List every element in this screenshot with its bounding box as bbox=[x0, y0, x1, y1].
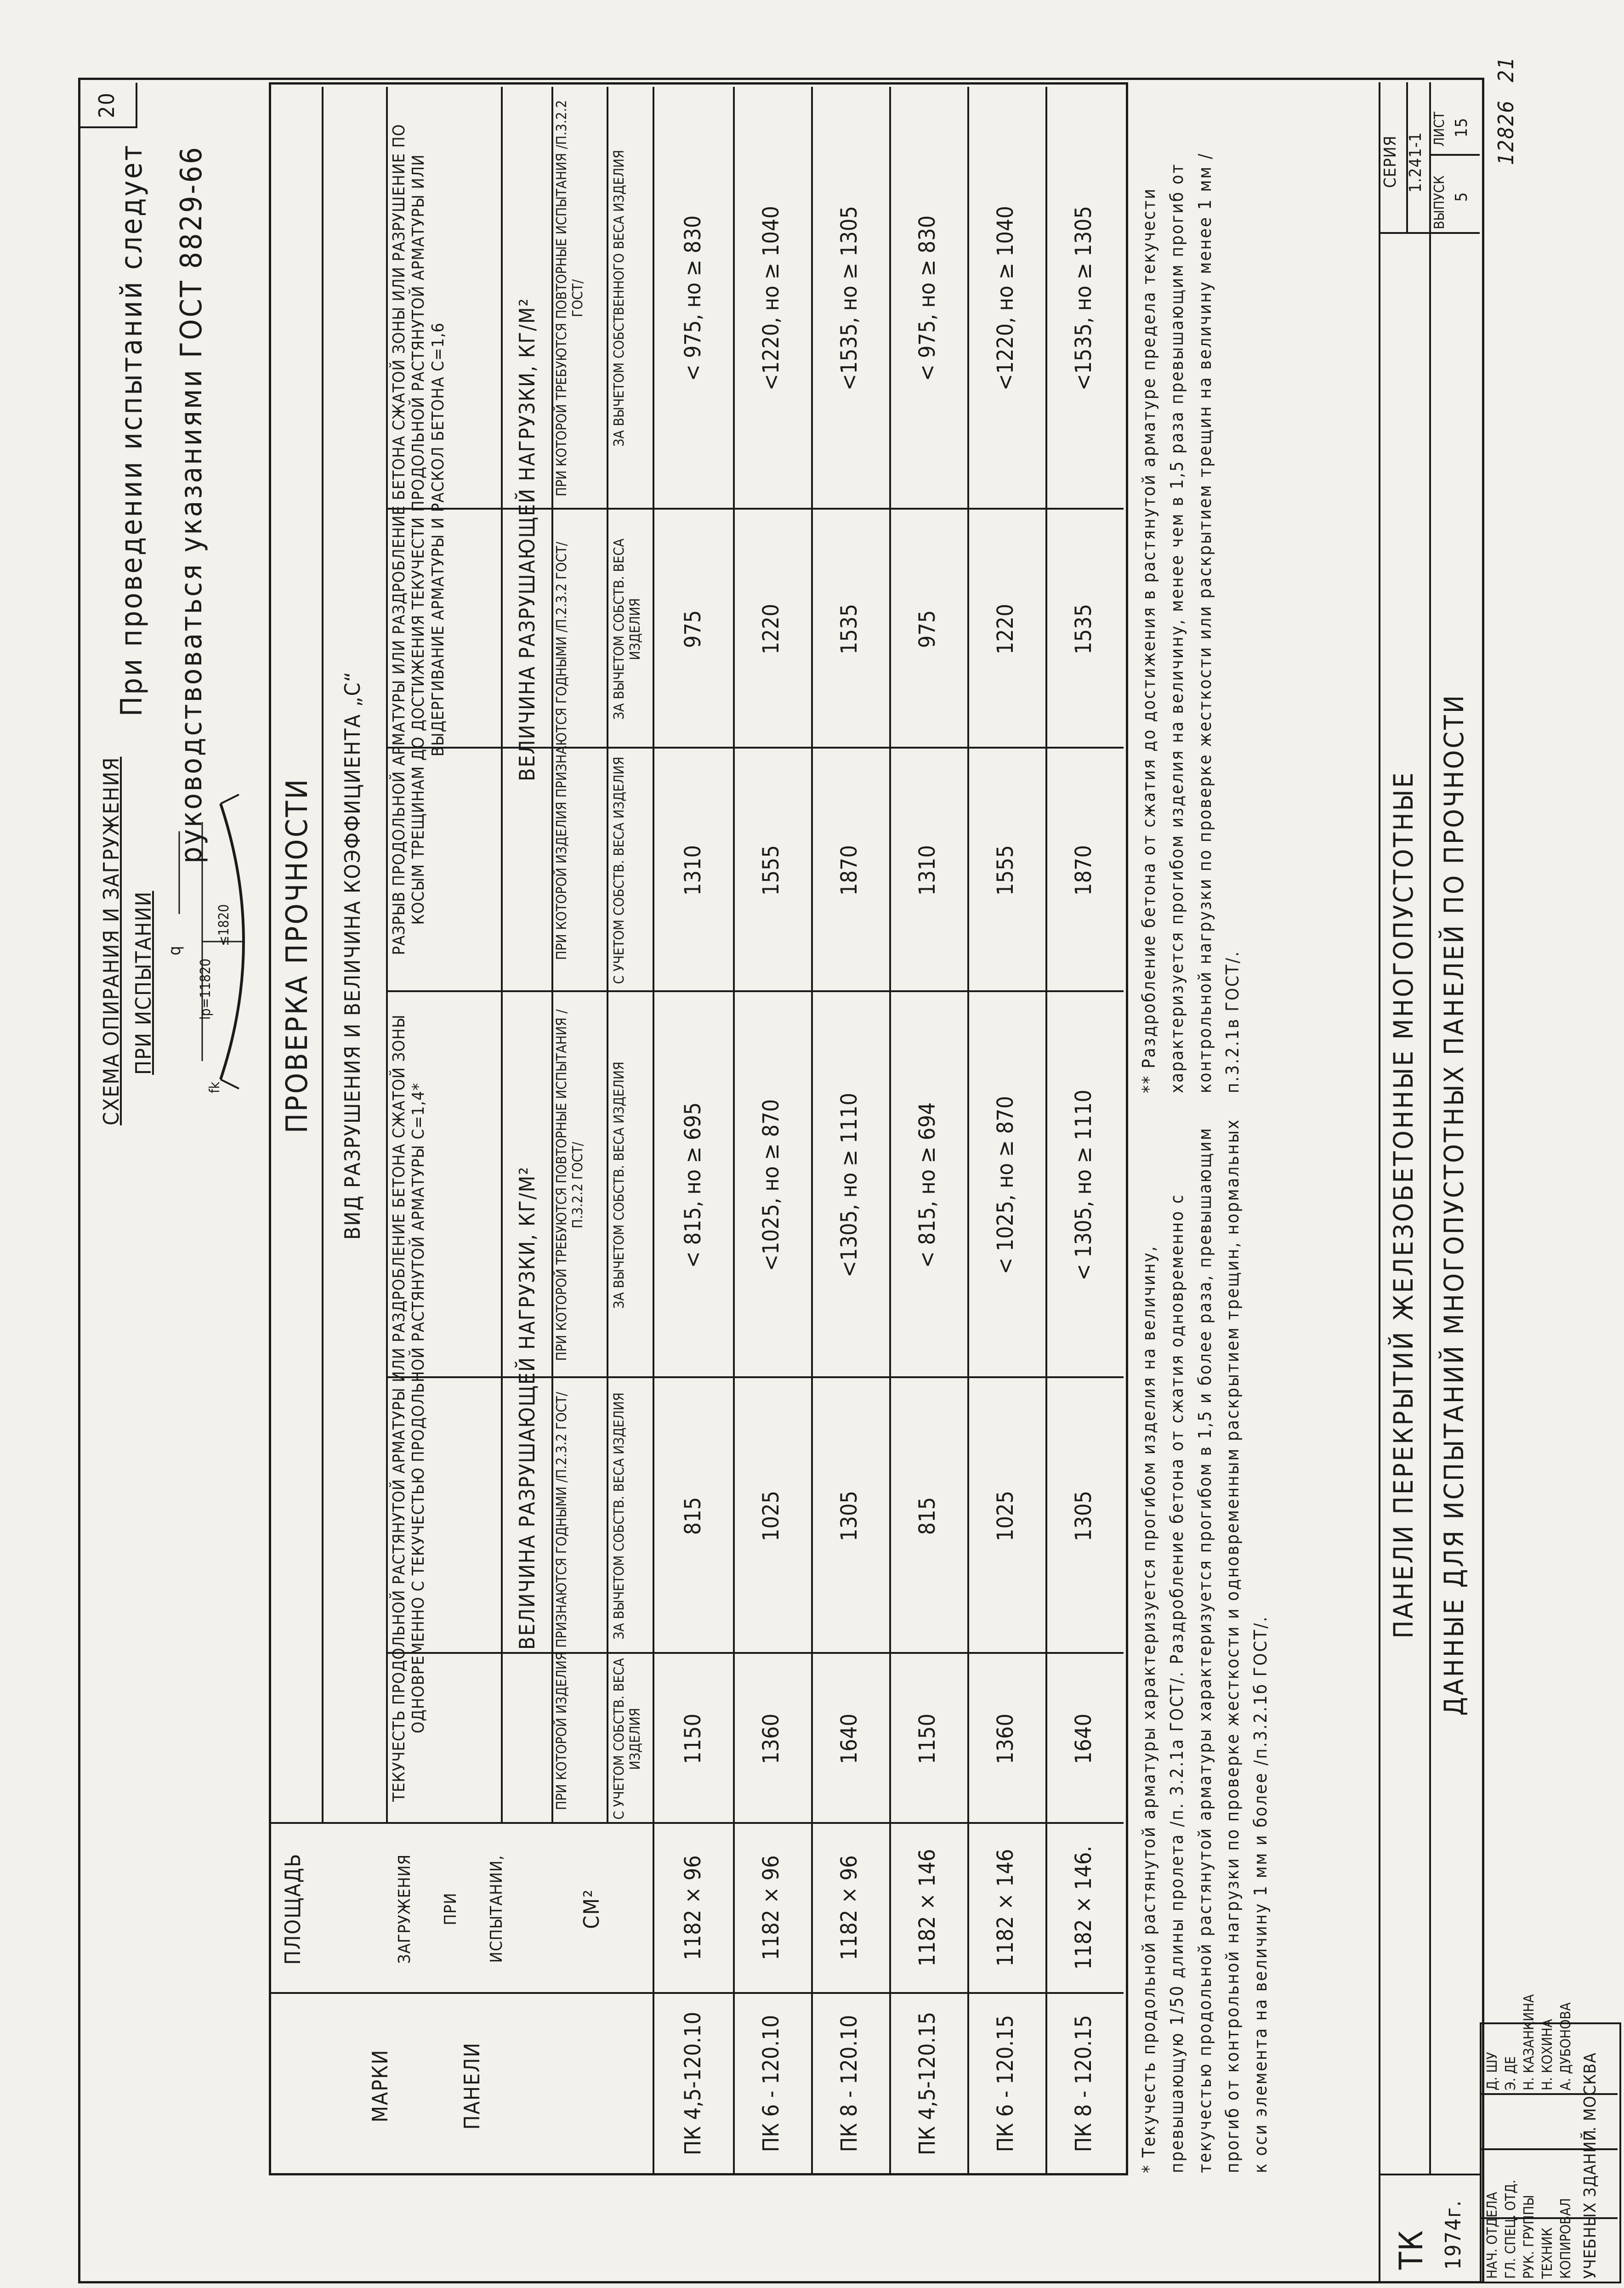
load-symbol: q bbox=[165, 945, 184, 955]
loading-scheme-diagram bbox=[152, 776, 267, 1107]
row-g2-repeat: <1220, но ≥ 1040 bbox=[993, 206, 1018, 391]
row-mark: ПК 8 - 120.10 bbox=[836, 2015, 862, 2152]
row-g1-with: 1360 bbox=[993, 1714, 1018, 1764]
row-g2-with: 1555 bbox=[758, 845, 784, 896]
row-g1-with: 1150 bbox=[680, 1714, 706, 1764]
stamp-city: Г. МОСКВА bbox=[1581, 2052, 1600, 2141]
title-line-2: ДАННЫЕ ДЛЯ ИСПЫТАНИЙ МНОГОПУСТОТНЫХ ПАНЕЛЕЙ ПО ПРОЧНОСТИ bbox=[1438, 693, 1470, 1716]
group2-load-label: ВЕЛИЧИНА РАЗРУШАЮЩЕЙ НАГРУЗКИ, КГ/М² bbox=[515, 297, 539, 782]
g1-repeat-label: ПРИ КОТОРОЙ ТРЕБУЮТСЯ ПОВТОРНЫЕ ИСПЫТАНИЯ /П.3.2.2 ГОСТ/ bbox=[554, 1009, 586, 1361]
inventory-number: 12826 bbox=[1493, 100, 1518, 165]
span-label: lp=11820 bbox=[198, 958, 214, 1020]
row-g2-without: 1535 bbox=[1071, 604, 1096, 654]
row-g1-without: 815 bbox=[680, 1497, 706, 1535]
footnote-1: * Текучесть продольной растянутой арматуры характеризуется прогибом изделия на величину, превышающую 1/50 длины пролета /п. 3.2.1а ГОСТ/. Раздробление бетона от сжатия одновременно с текучестью продольной растянутой арматуры характеризуется прогибом в 1,5 и более раза, превышающим прогиб от контрольной нагрузки по проверке жесткости и одновременным раскрытием трещин, нормальных к оси элемента на величину 1 мм и более /п.3.2.1б ГОСТ/. bbox=[1139, 1118, 1271, 2173]
row-g2-without: 975 bbox=[680, 610, 706, 648]
row-g1-without: 1025 bbox=[758, 1491, 784, 1541]
stamp-name-5: А. ДУБОНОВА bbox=[1558, 2002, 1574, 2090]
g2-accepted-label: ПРИ КОТОРОЙ ИЗДЕЛИЯ ПРИЗНАЮТСЯ ГОДНЫМИ /П.2.3.2 ГОСТ/ bbox=[554, 541, 570, 960]
row-area: 1182 × 146 bbox=[993, 1849, 1018, 1967]
title-block-year: 1974г. bbox=[1441, 2199, 1465, 2270]
row-g1-with: 1640 bbox=[1071, 1714, 1096, 1764]
row-mark: ПК 6 - 120.10 bbox=[758, 2015, 784, 2152]
stamp-name-4: Н. КОХИНА bbox=[1539, 2019, 1556, 2090]
row-mark: ПК 6 - 120.15 bbox=[993, 2015, 1018, 2152]
row-g2-with: 1870 bbox=[1071, 845, 1096, 896]
row-g1-without: 1305 bbox=[836, 1491, 862, 1541]
issue-label: ВЫПУСК bbox=[1431, 175, 1448, 229]
row-g2-with: 1870 bbox=[836, 845, 862, 896]
row-mark: ПК 4,5-120.10 bbox=[680, 2011, 706, 2156]
row-g2-repeat: <1220, но ≥ 1040 bbox=[758, 206, 784, 391]
col-panel-label: ПАНЕЛИ bbox=[460, 2042, 484, 2130]
instruction-line1: При проведении испытаний следует bbox=[115, 143, 149, 716]
title-line-1: ПАНЕЛИ ПЕРЕКРЫТИЙ ЖЕЛЕЗОБЕТОННЫЕ МНОГОПУСТОТНЫЕ bbox=[1388, 771, 1419, 1639]
row-mark: ПК 8 - 120.15 bbox=[1071, 2015, 1096, 2152]
failure-header: ВИД РАЗРУШЕНИЯ И ВЕЛИЧИНА КОЭФФИЦИЕНТА „С“ bbox=[340, 671, 365, 1240]
stamp-role-2: ГЛ. СПЕЦ. ОТД. bbox=[1503, 2180, 1519, 2279]
g1-without-weight: ЗА ВЫЧЕТОМ СОБСТВ. ВЕСА ИЗДЕЛИЯ bbox=[611, 1392, 627, 1640]
corner-note: 21 bbox=[1493, 56, 1518, 82]
g1-with-weight: С УЧЕТОМ СОБСТВ. ВЕСА ИЗДЕЛИЯ bbox=[611, 1658, 644, 1820]
issue-number: 5 bbox=[1452, 192, 1471, 202]
row-g2-with: 1310 bbox=[914, 845, 940, 896]
col-marks-label: МАРКИ bbox=[368, 2049, 392, 2123]
row-g1-with: 1360 bbox=[758, 1714, 784, 1764]
sheet-label: ЛИСТ bbox=[1431, 112, 1448, 147]
row-g1-with: 1150 bbox=[914, 1714, 940, 1764]
col-area-line2: ЗАГРУЖЕНИЯ bbox=[395, 1854, 414, 1964]
g1-accepted-label: ПРИ КОТОРОЙ ИЗДЕЛИЯ ПРИЗНАЮТСЯ ГОДНЫМИ /П.2.3.2 ГОСТ/ bbox=[554, 1391, 570, 1811]
group1-load-label: ВЕЛИЧИНА РАЗРУШАЮЩЕЙ НАГРУЗКИ, КГ/М² bbox=[515, 1166, 539, 1650]
row-g1-repeat: < 815, но ≥ 695 bbox=[680, 1102, 706, 1268]
series-label: СЕРИЯ bbox=[1381, 135, 1400, 188]
row-g1-without: 1305 bbox=[1071, 1491, 1096, 1541]
row-g1-repeat: < 815, но ≥ 694 bbox=[914, 1102, 940, 1268]
col-area-line4: ИСПЫТАНИИ, bbox=[487, 1855, 506, 1963]
scheme-subtitle: ПРИ ИСПЫТАНИИ bbox=[131, 891, 156, 1075]
g1-repeat-without-weight: ЗА ВЫЧЕТОМ СОБСТВ. ВЕСА ИЗДЕЛИЯ bbox=[611, 1062, 627, 1309]
page-number: 20 bbox=[94, 92, 119, 118]
row-g2-without: 975 bbox=[914, 610, 940, 648]
row-g2-repeat: <1535, но ≥ 1305 bbox=[836, 206, 862, 391]
row-area: 1182 × 146. bbox=[1071, 1845, 1096, 1970]
row-g2-with: 1310 bbox=[680, 845, 706, 896]
stamp-role-5: КОПИРОВАЛ bbox=[1558, 2198, 1574, 2279]
row-g1-repeat: <1305, но ≥ 1110 bbox=[836, 1093, 862, 1277]
row-g1-repeat: < 1305, но ≥ 1110 bbox=[1071, 1090, 1096, 1281]
stamp-role-4: ТЕХНИК bbox=[1539, 2227, 1556, 2279]
footnote-2: ** Раздробление бетона от сжатия до достижения в растянутой арматуре предела текучести характеризуется прогибом изделия на величину, менее чем в 1,5 раза превышающим прогиб от контрольной нагрузки по проверке жесткости или раскрытием трещин на величину менее 1 мм /п.3.2.1в ГОСТ/. bbox=[1139, 152, 1243, 1093]
row-mark: ПК 4,5-120.15 bbox=[914, 2011, 940, 2156]
col-area-unit: СМ² bbox=[579, 1889, 604, 1929]
row-g2-with: 1555 bbox=[993, 845, 1018, 896]
row-area: 1182 × 96 bbox=[758, 1855, 784, 1960]
row-g1-repeat: <1025, но ≥ 870 bbox=[758, 1099, 784, 1272]
col-area-line3: ПРИ bbox=[441, 1892, 460, 1925]
row-g2-repeat: < 975, но ≥ 830 bbox=[914, 215, 940, 381]
stamp-name-2: Э. ДЕ bbox=[1503, 2056, 1519, 2090]
stamp-role-1: НАЧ. ОТДЕЛА bbox=[1484, 2191, 1500, 2279]
row-g1-with: 1640 bbox=[836, 1714, 862, 1764]
group1-description: ТЕКУЧЕСТЬ ПРОДОЛЬНОЙ РАСТЯНУТОЙ АРМАТУРЫ ИЛИ РАЗДРОБЛЕНИЕ БЕТОНА СЖАТОЙ ЗОНЫ ОДНОВРЕМЕННО С ТЕКУЧЕСТЬЮ ПРОДОЛЬНОЙ РАСТЯНУТОЙ АРМАТУРЫ С=1,4* bbox=[390, 1014, 428, 1802]
g2-with-weight: С УЧЕТОМ СОБСТВ. ВЕСА ИЗДЕЛИЯ bbox=[611, 756, 627, 984]
row-area: 1182 × 146 bbox=[914, 1849, 940, 1967]
row-area: 1182 × 96 bbox=[836, 1855, 862, 1960]
col-area-label: ПЛОЩАДЬ bbox=[280, 1853, 305, 1965]
stamp-role-3: РУК. ГРУППЫ bbox=[1521, 2195, 1537, 2279]
group2-description: РАЗРЫВ ПРОДОЛЬНОЙ АРМАТУРЫ ИЛИ РАЗДРОБЛЕНИЕ БЕТОНА СЖАТОЙ ЗОНЫ ИЛИ РАЗРУШЕНИЕ ПО КОСЫМ ТРЕЩИНАМ ДО ДОСТИЖЕНИЯ ТЕКУЧЕСТИ ПРОДОЛЬНОЙ РАСТЯНУТОЙ АРМАТУРЫ ИЛИ ВЫДЕРГИВАНИЕ АРМАТУРЫ И РАСКОЛ БЕТОНА С=1,6 bbox=[390, 124, 448, 955]
title-block-org: ТК bbox=[1392, 2229, 1430, 2270]
small-dimension-label: ≤1820 bbox=[216, 904, 232, 946]
row-g2-repeat: < 975, но ≥ 830 bbox=[680, 215, 706, 381]
g2-repeat-without-weight: ЗА ВЫЧЕТОМ СОБСТВЕННОГО ВЕСА ИЗДЕЛИЯ bbox=[611, 150, 627, 447]
row-g2-without: 1220 bbox=[993, 604, 1018, 654]
sheet-number: 15 bbox=[1452, 117, 1471, 137]
row-g1-without: 815 bbox=[914, 1497, 940, 1535]
strength-header: ПРОВЕРКА ПРОЧНОСТИ bbox=[280, 777, 314, 1134]
stamp-org: УЧЕБНЫХ ЗДАНИЙ bbox=[1581, 2129, 1600, 2279]
row-g1-repeat: < 1025, но ≥ 870 bbox=[993, 1096, 1018, 1274]
row-g2-without: 1220 bbox=[758, 604, 784, 654]
stamp-name-3: Н. КАЗАНКИНА bbox=[1521, 1994, 1537, 2090]
row-g2-without: 1535 bbox=[836, 604, 862, 654]
height-label: fk bbox=[207, 1081, 223, 1093]
g2-repeat-label: ПРИ КОТОРОЙ ТРЕБУЮТСЯ ПОВТОРНЫЕ ИСПЫТАНИЯ /П.3.2.2 ГОСТ/ bbox=[554, 100, 586, 497]
row-area: 1182 × 96 bbox=[680, 1855, 706, 1960]
instruction-line2: руководствоваться указаниями ГОСТ 8829-66 bbox=[175, 145, 209, 863]
stamp-name-1: Д. ШУ bbox=[1484, 2052, 1500, 2090]
scheme-title: СХЕМА ОПИРАНИЯ И ЗАГРУЖЕНИЯ bbox=[99, 756, 124, 1125]
row-g1-without: 1025 bbox=[993, 1491, 1018, 1541]
g2-without-weight: ЗА ВЫЧЕТОМ СОБСТВ. ВЕСА ИЗДЕЛИЯ bbox=[611, 538, 644, 720]
row-g2-repeat: <1535, но ≥ 1305 bbox=[1071, 206, 1096, 391]
series-number: 1.241-1 bbox=[1406, 132, 1425, 193]
